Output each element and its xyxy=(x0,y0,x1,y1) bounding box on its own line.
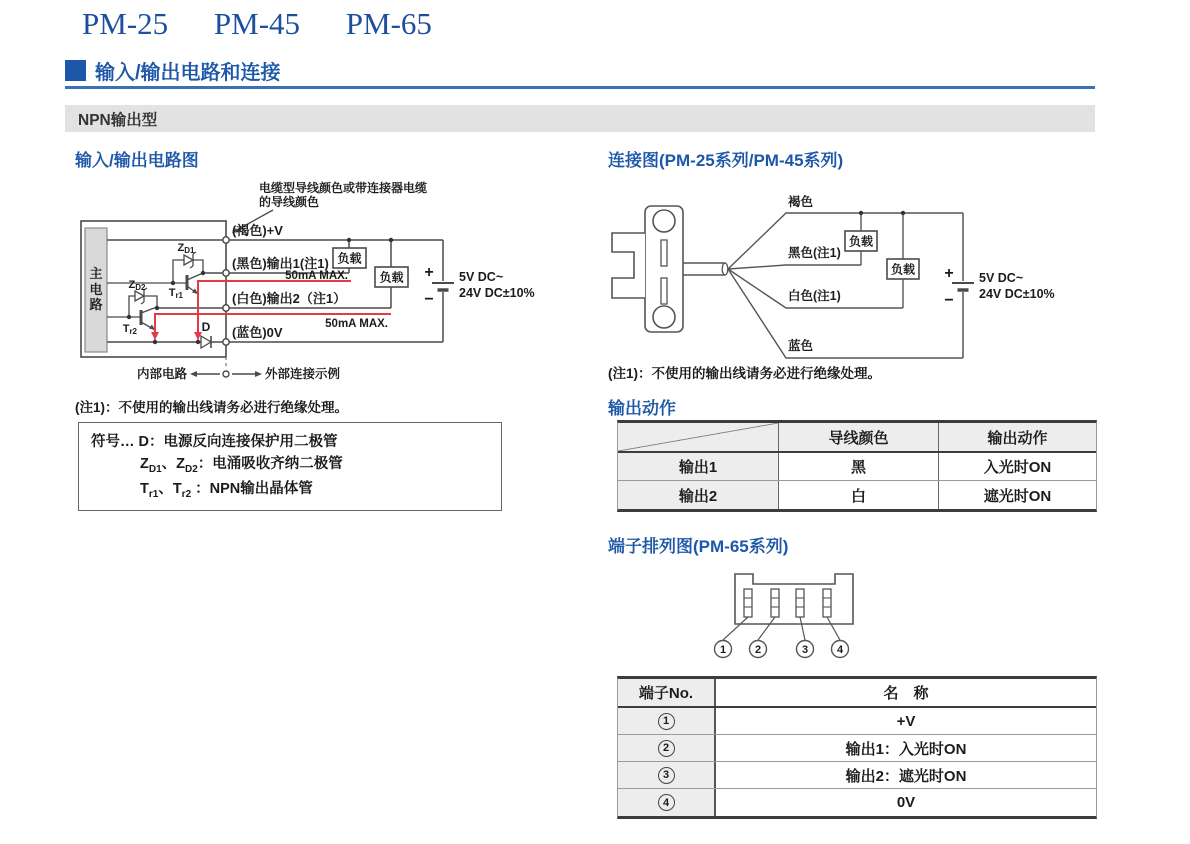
supply-voltage-line2: 24V DC±10% xyxy=(459,286,535,300)
table-header-row xyxy=(618,423,1096,453)
supply-voltage-line2: 24V DC±10% xyxy=(979,287,1055,301)
terminal-name-header: 名 称 xyxy=(714,679,1096,706)
terminal-white-label: (白色)输出2（注1） xyxy=(232,291,347,306)
battery-minus: − xyxy=(944,292,954,309)
pin-number-badges xyxy=(715,641,849,658)
diagonal-header-cell xyxy=(618,423,778,451)
zd2-diode-icon xyxy=(135,291,144,301)
legend-line-2: $Z_{D1}$、$Z_{D2}$：电涌吸收齐纳二极管 xyxy=(140,456,343,476)
connection-diagram xyxy=(606,188,1081,378)
table-row-pin2: 2 输出1：入光时ON xyxy=(618,735,1096,762)
battery-plus: + xyxy=(424,264,434,281)
sensor-slit-top xyxy=(661,240,667,266)
pin-number-badge: 2 xyxy=(658,740,675,757)
terminal-table xyxy=(617,676,1097,819)
connection-heading: 连接图(PM-25系列/PM-45系列) xyxy=(608,151,844,170)
pin-1: 1 xyxy=(719,644,727,656)
load1-label: 负载 xyxy=(337,251,362,266)
io-circuit-note: (注1)：不使用的输出线请务必进行绝缘处理。 xyxy=(75,400,348,415)
supply-voltage-line1: 5V DC~ xyxy=(979,271,1024,285)
diode-label: D xyxy=(201,320,211,334)
load2-label: 负载 xyxy=(890,262,916,277)
wire-blue xyxy=(728,269,963,358)
zd2-loop xyxy=(129,296,157,317)
tr2-label: Tr2 xyxy=(122,323,137,336)
zd1-label: ZD1 xyxy=(177,242,195,255)
section-underline xyxy=(65,86,1095,89)
wire-blue-label: 蓝色 xyxy=(788,339,814,353)
terminal-0v xyxy=(223,339,229,345)
model-name-pm45: PM-45 xyxy=(213,6,301,41)
load2-label: 负载 xyxy=(379,270,404,285)
wire-black xyxy=(728,265,861,269)
pin-number-badge: 4 xyxy=(658,794,675,811)
cable-note-line1: 电缆型导线颜色或带连接器电缆 xyxy=(259,181,428,195)
pin-4: 4 xyxy=(836,644,844,656)
external-connection-label: 外部连接示例 xyxy=(265,367,341,381)
table-row-pin1: 1 +V xyxy=(618,708,1096,735)
mounting-hole-top xyxy=(653,210,675,232)
terminal-blue-label: (蓝色)0V xyxy=(232,325,283,340)
table-row-pin4: 4 0V xyxy=(618,789,1096,816)
load1-label: 负载 xyxy=(848,234,874,249)
pin-number-badge: 3 xyxy=(658,767,675,784)
legend-line-1: 符号… D：电源反向连接保护用二极管 xyxy=(91,434,338,450)
terminal-output2 xyxy=(223,305,229,311)
type-bar xyxy=(65,105,1095,132)
pin-3: 3 xyxy=(801,644,809,656)
current-max-2: 50mA MAX. xyxy=(325,318,388,330)
terminal-heading: 端子排列图(PM-65系列) xyxy=(608,537,789,556)
supply-voltage-line1: 5V DC~ xyxy=(459,270,504,284)
symbol-legend-box xyxy=(78,422,502,511)
table-row-pin3: 3 输出2：遮光时ON xyxy=(618,762,1096,789)
battery-minus: − xyxy=(424,291,434,308)
connection-note: (注1)：不使用的输出线请务必进行绝缘处理。 xyxy=(608,366,881,381)
zd2-label: ZD2 xyxy=(128,279,146,292)
page-title xyxy=(82,6,470,42)
terminal-brown-label: (褐色)+V xyxy=(232,223,283,238)
terminal-black-label: (黑色)输出1(注1) xyxy=(232,256,329,271)
io-circuit-diagram xyxy=(73,180,538,400)
table-header-row xyxy=(618,679,1096,708)
wire-black-label: 黑色(注1) xyxy=(788,246,841,260)
sensor-slit-bottom xyxy=(661,278,667,304)
model-name-pm65: PM-65 xyxy=(345,6,432,41)
internal-circuit-label: 内部电路 xyxy=(136,367,187,381)
table-row-output1: 输出1 黑 入光时ON xyxy=(618,453,1096,481)
wire-white-label: 白色(注1) xyxy=(788,289,841,303)
current-max-1: 50mA MAX. xyxy=(285,270,348,282)
output-action-table xyxy=(617,420,1097,512)
section-header xyxy=(65,56,281,85)
tr1-label: Tr1 xyxy=(168,287,183,300)
sensor-u-groove xyxy=(612,233,645,298)
reverse-protection-diode-icon xyxy=(201,336,211,348)
main-circuit-label: 主电路 xyxy=(89,266,103,313)
type-bar-label: NPN输出型 xyxy=(78,111,158,129)
section-title: 输入/输出电路和连接 xyxy=(95,62,281,84)
legend-line-3: $T_{r1}$、$T_{r2}$ ：NPN输出晶体管 xyxy=(140,480,313,500)
table-row-output2: 输出2 白 遮光时ON xyxy=(618,481,1096,509)
terminal-vplus xyxy=(223,237,229,243)
arrow-left-icon xyxy=(190,371,197,377)
mounting-hole-bottom xyxy=(653,306,675,328)
zd1-diode-icon xyxy=(184,255,193,265)
terminal-arrangement-diagram xyxy=(703,562,888,670)
arrow-right-icon xyxy=(255,371,262,377)
wire-brown-label: 褐色 xyxy=(788,195,814,209)
output-action-header: 输出动作 xyxy=(938,423,1096,451)
connector-body xyxy=(735,574,853,624)
wire-color-header: 导线颜色 xyxy=(778,423,938,451)
pin-number-badge: 1 xyxy=(658,713,675,730)
battery-plus: + xyxy=(944,265,954,282)
pin-2: 2 xyxy=(754,644,762,656)
model-name-pm25: PM-25 xyxy=(82,6,169,41)
output-action-heading: 输出动作 xyxy=(608,399,676,418)
terminal-no-header: 端子No. xyxy=(618,679,714,706)
terminal-output1 xyxy=(223,270,229,276)
io-circuit-heading: 输入/输出电路图 xyxy=(75,151,199,170)
section-square-icon xyxy=(65,60,86,81)
cable-note-line2: 的导线颜色 xyxy=(259,195,320,209)
